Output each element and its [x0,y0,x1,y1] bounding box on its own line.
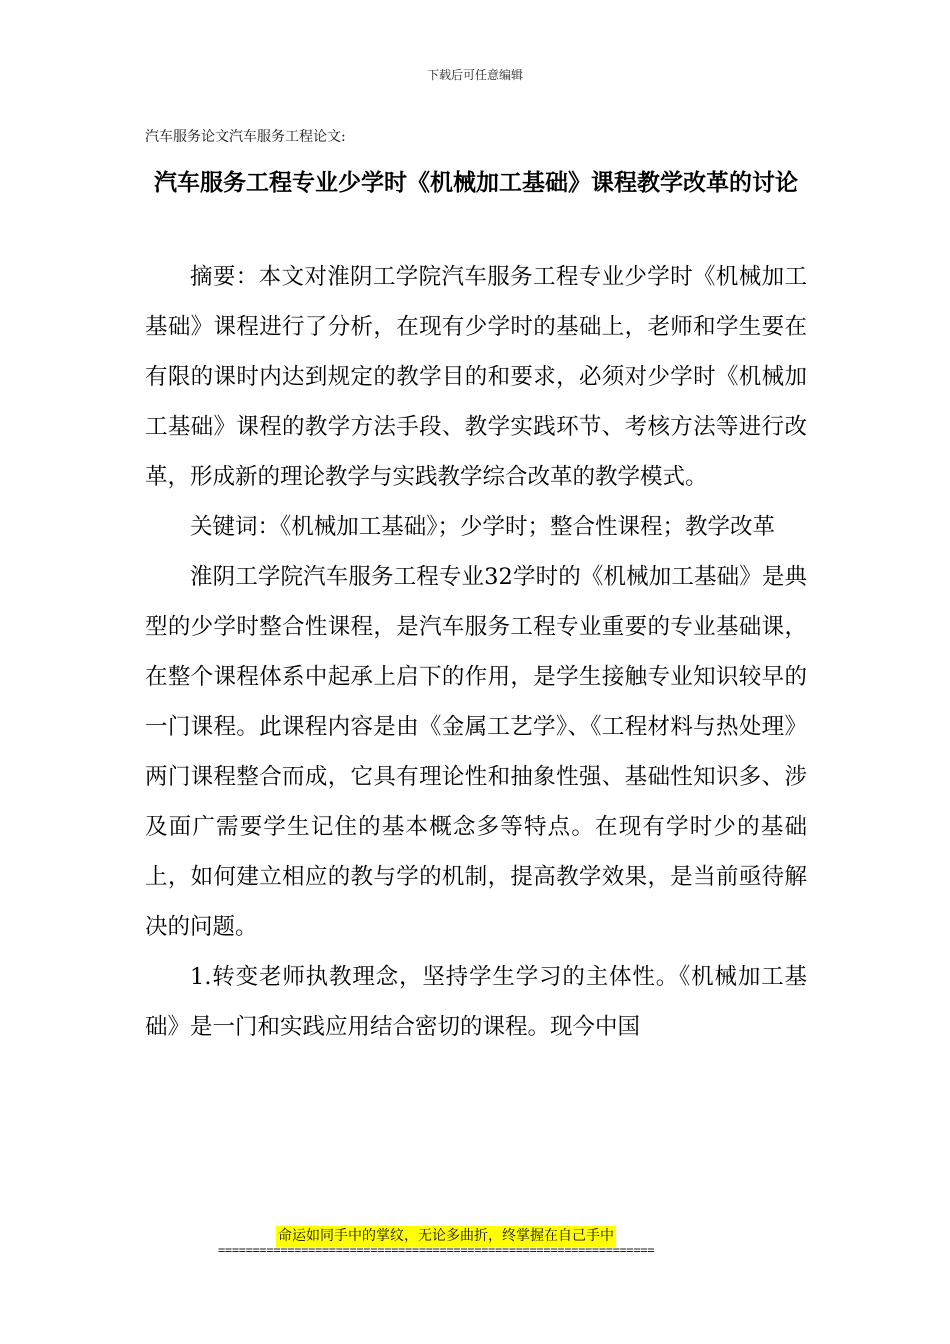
footer-divider: =============================================================== [218,1243,655,1257]
intro-paragraph: 淮阴工学院汽车服务工程专业32学时的《机械加工基础》是典型的少学时整合性课程，是汽车服务工程专业重要的专业基础课，在整个课程体系中起承上启下的作用，是学生接触专业知识较早的一门课程。此课程内容是由《金属工艺学》、《工程材料与热处理》两门课程整合而成，它具有理论性和抽象性强、基础性知识多、涉及面广需要学生记住的基本概念多等特点。在现有学时少的基础上，如何建立相应的教与学的机制，提高教学效果，是当前亟待解决的问题。 [145,564,807,940]
document-title: 汽车服务工程专业少学时《机械加工基础》课程教学改革的讨论 [154,170,798,196]
footer-motto: 命运如同手中的掌纹，无论多曲折，终掌握在自己手中 [276,1226,616,1247]
document-body [145,252,807,1052]
abstract-paragraph: 摘要：本文对淮阴工学院汽车服务工程专业少学时《机械加工基础》课程进行了分析，在现有少学时的基础上，老师和学生要在有限的课时内达到规定的教学目的和要求，必须对少学时《机械加工基础》课程的教学方法手段、教学实践环节、考核方法等进行改革，形成新的理论教学与实践教学综合改革的教学模式。 [145,264,807,490]
section-1-paragraph: 1.转变老师执教理念，坚持学生学习的主体性。《机械加工基础》是一门和实践应用结合密切的课程。现今中国 [145,964,807,1040]
category-line: 汽车服务论文汽车服务工程论文: [145,129,346,145]
keywords-paragraph: 关键词：《机械加工基础》；少学时；整合性课程；教学改革 [190,514,776,540]
page-header-note: 下载后可任意编辑 [426,68,523,82]
